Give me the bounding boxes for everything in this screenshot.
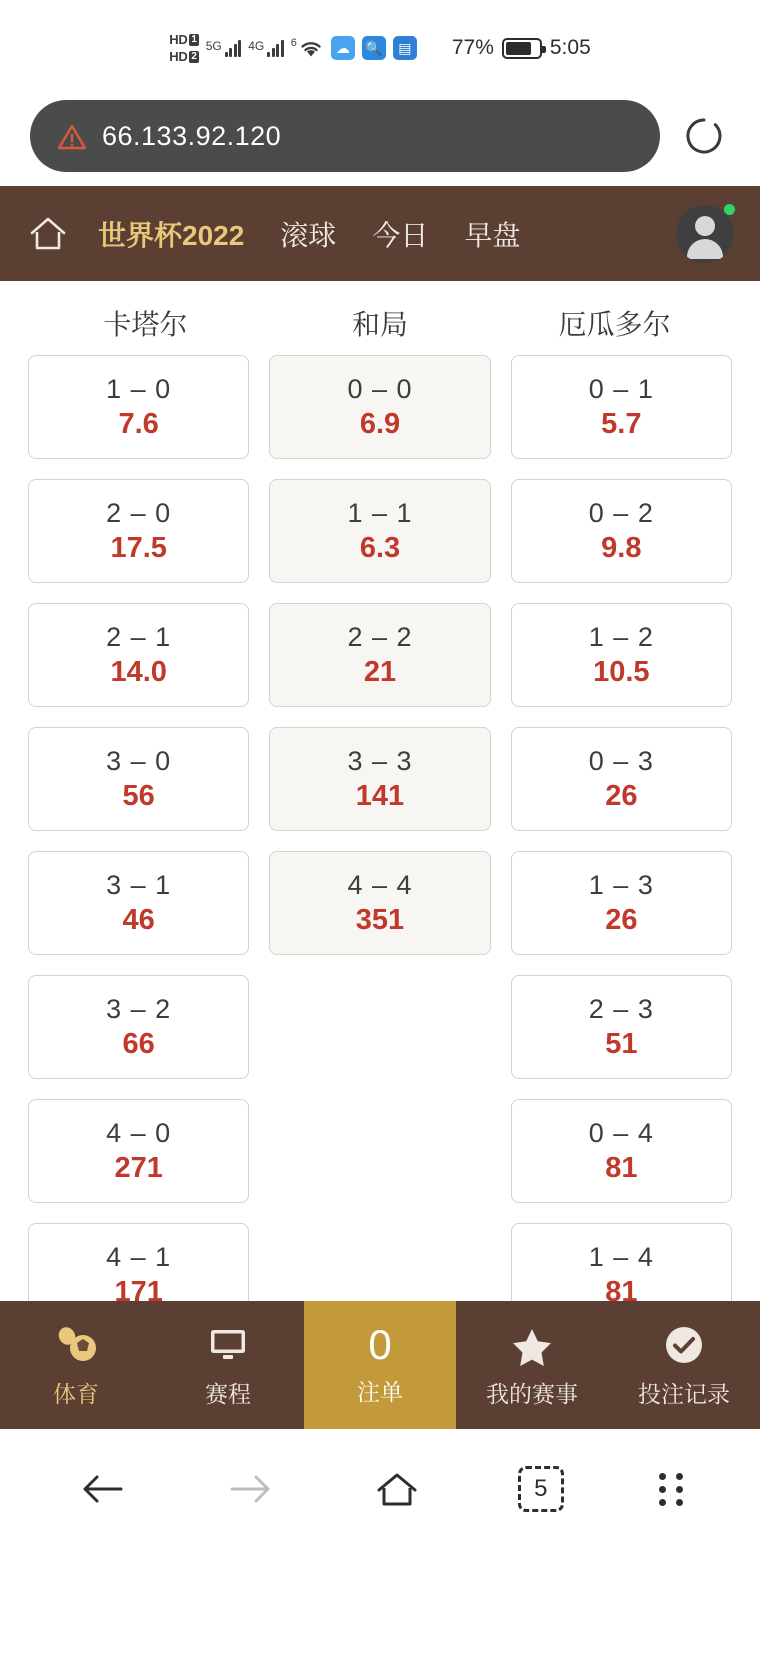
odds-cell[interactable]	[511, 727, 732, 831]
score-label: 4 – 1	[106, 1241, 172, 1272]
betslip-count: 0	[368, 1320, 392, 1368]
odds-value: 51	[605, 1027, 638, 1060]
hd-indicators	[169, 32, 198, 64]
odds-cell[interactable]	[28, 603, 249, 707]
odds-cell[interactable]	[28, 851, 249, 955]
odds-cell[interactable]	[511, 851, 732, 955]
odds-cell-empty	[269, 975, 490, 1079]
system-menu-button[interactable]	[659, 1473, 683, 1506]
wifi-icon	[291, 37, 324, 59]
site-navbar	[0, 186, 760, 281]
home-outline-icon	[371, 1466, 423, 1512]
nav-item-today[interactable]: 今日	[372, 219, 429, 251]
online-status-dot	[724, 204, 735, 215]
warning-triangle-icon	[58, 124, 84, 148]
odds-cell[interactable]	[511, 603, 732, 707]
system-back-button[interactable]	[77, 1469, 129, 1509]
score-label: 3 – 2	[106, 993, 172, 1024]
odds-cell[interactable]	[511, 1099, 732, 1203]
odds-cell[interactable]	[269, 851, 490, 955]
score-label: 0 – 4	[588, 1117, 654, 1148]
odds-column-away	[511, 355, 732, 1301]
reload-button[interactable]	[678, 110, 730, 162]
monitor-icon	[205, 1322, 251, 1368]
hd2-number: 2	[191, 50, 197, 62]
column-header-away: 厄瓜多尔	[558, 309, 671, 340]
score-label: 2 – 0	[106, 497, 172, 528]
back-arrow-icon	[77, 1469, 129, 1509]
odds-value: 66	[122, 1027, 155, 1060]
odds-value: 81	[605, 1275, 638, 1301]
odds-cell[interactable]	[511, 1223, 732, 1301]
tab-count-button[interactable]: 5	[518, 1466, 564, 1512]
odds-value: 7.6	[118, 407, 159, 440]
tab-schedule[interactable]	[152, 1301, 304, 1429]
odds-value: 26	[605, 779, 638, 812]
signal-1	[206, 39, 242, 57]
url-text: 66.133.92.120	[102, 120, 282, 151]
tab-label: 注单	[357, 1378, 403, 1405]
odds-cell[interactable]	[269, 355, 490, 459]
signal-2	[248, 39, 284, 57]
score-label: 3 – 0	[106, 745, 172, 776]
column-header-draw: 和局	[352, 309, 409, 340]
sports-ball-icon	[53, 1322, 99, 1368]
nav-item-worldcup[interactable]: 世界杯2022	[98, 219, 245, 251]
odds-cell[interactable]	[511, 479, 732, 583]
odds-cell[interactable]	[269, 727, 490, 831]
score-label: 1 – 4	[588, 1241, 654, 1272]
reload-icon	[680, 112, 728, 160]
tab-bet-history[interactable]	[608, 1301, 760, 1429]
odds-value: 46	[122, 903, 155, 936]
hd2-label: HD	[169, 49, 188, 64]
account-button[interactable]	[676, 205, 734, 263]
score-label: 1 – 3	[588, 869, 654, 900]
odds-cell[interactable]	[28, 975, 249, 1079]
odds-cell-empty	[269, 1099, 490, 1203]
score-label: 1 – 0	[106, 373, 172, 404]
nav-item-early[interactable]: 早盘	[464, 219, 521, 251]
bottom-tabbar	[0, 1301, 760, 1429]
correct-score-market	[0, 281, 760, 1301]
odds-cell[interactable]	[28, 727, 249, 831]
odds-value: 81	[605, 1151, 638, 1184]
odds-value: 10.5	[593, 655, 650, 688]
hd1-number: 1	[191, 33, 197, 45]
score-label: 2 – 1	[106, 621, 172, 652]
check-circle-icon	[661, 1322, 707, 1368]
odds-cell[interactable]	[511, 355, 732, 459]
tab-label: 我的赛事	[486, 1380, 578, 1407]
odds-value: 5.7	[601, 407, 642, 440]
odds-value: 17.5	[110, 531, 167, 564]
odds-cell[interactable]	[28, 1099, 249, 1203]
odds-value: 6.3	[359, 531, 401, 564]
wifi-arcs-icon	[298, 37, 324, 59]
wifi-generation: 6	[290, 37, 297, 49]
score-label: 2 – 3	[588, 993, 654, 1024]
odds-cell[interactable]	[511, 975, 732, 1079]
odds-cell[interactable]	[28, 1223, 249, 1301]
search-app-icon: 🔍	[362, 36, 386, 60]
tab-label: 投注记录	[638, 1380, 730, 1407]
odds-column-draw	[269, 355, 490, 1301]
score-label: 3 – 3	[347, 745, 413, 776]
signal-bars-1-icon	[225, 39, 242, 57]
system-navigation-bar	[0, 1429, 760, 1549]
system-home-button[interactable]	[371, 1466, 423, 1512]
score-label: 0 – 3	[588, 745, 654, 776]
odds-value: 351	[355, 903, 405, 936]
tab-label: 体育	[53, 1380, 99, 1407]
score-label: 0 – 1	[588, 373, 654, 404]
status-bar	[0, 0, 760, 86]
avatar-head	[695, 216, 715, 236]
hd1-label: HD	[169, 32, 188, 47]
clock: 5:05	[549, 36, 591, 59]
hd2-icon	[169, 49, 198, 64]
odds-value: 14.0	[110, 655, 167, 688]
column-header-home: 卡塔尔	[103, 309, 188, 340]
address-bar[interactable]	[30, 100, 660, 172]
forward-arrow-icon	[224, 1469, 276, 1509]
market-column-headers	[28, 281, 732, 355]
odds-column-home	[28, 355, 249, 1301]
score-label: 0 – 0	[347, 373, 413, 404]
odds-cell[interactable]	[269, 479, 490, 583]
score-label: 4 – 4	[347, 869, 413, 900]
battery-percent: 77%	[451, 36, 494, 59]
score-label: 1 – 1	[347, 497, 413, 528]
odds-cell[interactable]	[269, 603, 490, 707]
odds-value: 56	[122, 779, 155, 812]
box-app-icon: ▤	[393, 36, 417, 60]
odds-grid	[28, 355, 732, 1301]
signal-bars-2-icon	[267, 39, 284, 57]
network-type-1: 5G	[205, 39, 222, 53]
nav-item-live[interactable]: 滚球	[280, 219, 337, 251]
score-label: 3 – 1	[106, 869, 172, 900]
score-label: 4 – 0	[106, 1117, 172, 1148]
battery-icon	[502, 38, 542, 59]
tab-label: 赛程	[205, 1380, 251, 1407]
odds-value: 21	[363, 655, 397, 688]
browser-toolbar	[0, 86, 760, 186]
tab-betslip[interactable]	[304, 1301, 456, 1429]
star-icon	[509, 1322, 555, 1368]
odds-value: 6.9	[359, 407, 401, 440]
tab-sports[interactable]	[0, 1301, 152, 1429]
odds-value: 141	[355, 779, 405, 812]
odds-cell[interactable]	[28, 355, 249, 459]
odds-value: 9.8	[601, 531, 642, 564]
system-forward-button[interactable]	[224, 1469, 276, 1509]
avatar-body	[687, 239, 723, 259]
odds-value: 171	[114, 1275, 163, 1301]
hd1-icon	[169, 32, 198, 47]
odds-value: 26	[605, 903, 638, 936]
odds-value: 271	[114, 1151, 163, 1184]
odds-cell[interactable]	[28, 479, 249, 583]
home-icon	[26, 213, 70, 255]
nav-home-button[interactable]	[20, 213, 76, 255]
score-label: 0 – 2	[588, 497, 654, 528]
score-label: 1 – 2	[588, 621, 654, 652]
network-type-2: 4G	[248, 39, 265, 53]
score-label: 2 – 2	[347, 621, 413, 652]
tab-my-events[interactable]	[456, 1301, 608, 1429]
battery-area	[452, 36, 591, 60]
cloud-app-icon: ☁	[331, 36, 355, 60]
odds-cell-empty	[269, 1223, 490, 1301]
more-options-icon	[659, 1473, 683, 1506]
